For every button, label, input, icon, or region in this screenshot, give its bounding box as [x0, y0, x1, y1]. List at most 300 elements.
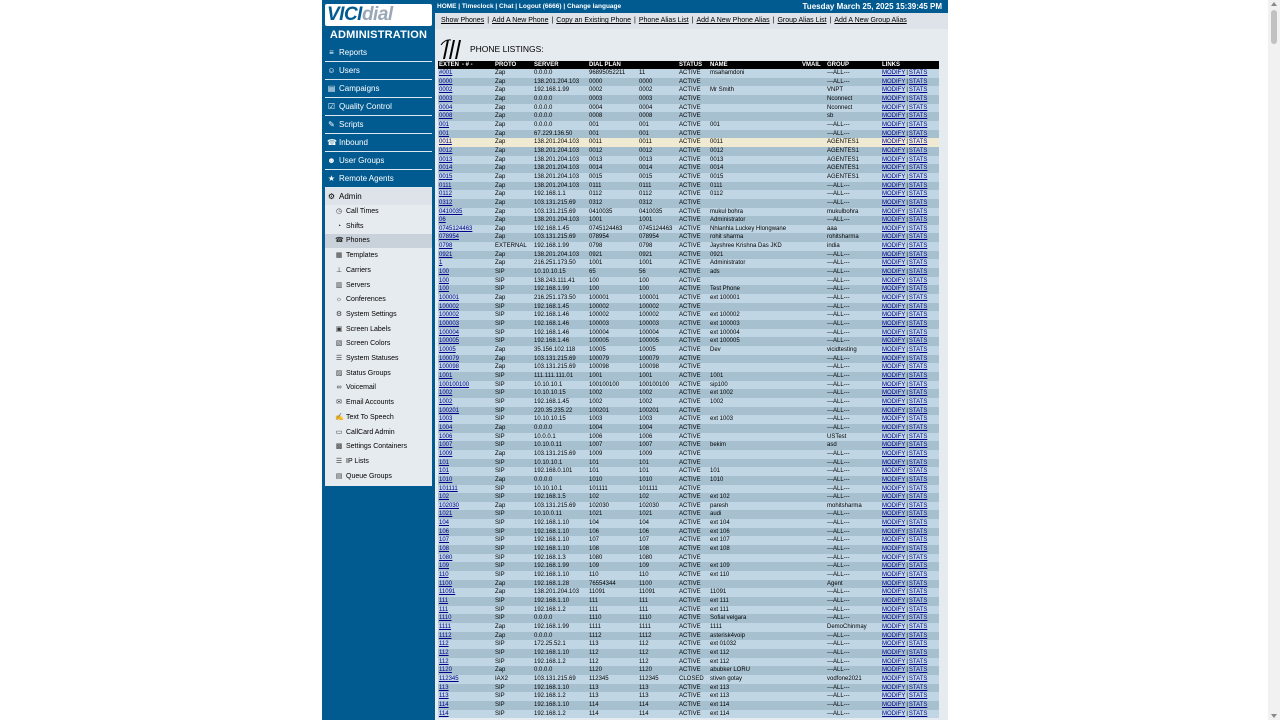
stats-link[interactable]: STATS: [908, 407, 928, 414]
exten-cell[interactable]: 0014: [439, 165, 453, 172]
sidebar-item-scripts[interactable]: [325, 116, 432, 134]
modify-link[interactable]: MODIFY: [882, 468, 906, 475]
stats-link[interactable]: STATS: [908, 459, 928, 466]
exten-cell[interactable]: 109: [439, 563, 450, 570]
admin-subitem-system-settings[interactable]: [325, 308, 432, 322]
stats-link[interactable]: STATS: [908, 537, 928, 544]
modify-link[interactable]: MODIFY: [882, 598, 906, 605]
server-cell: 192.168.1.45: [534, 303, 570, 310]
exten-cell[interactable]: 1100: [439, 580, 452, 587]
exten-cell[interactable]: 0004: [439, 104, 453, 111]
scroll-up-icon[interactable]: [1271, 2, 1277, 6]
exten-cell[interactable]: 114: [439, 710, 449, 717]
proto-cell: Zap: [495, 632, 506, 639]
modify-link[interactable]: MODIFY: [882, 147, 906, 154]
admin-subitem-call-times[interactable]: [325, 205, 432, 219]
stats-link[interactable]: STATS: [908, 390, 928, 397]
modify-link[interactable]: MODIFY: [882, 372, 906, 379]
exten-cell[interactable]: 0008: [439, 113, 453, 120]
exten-cell[interactable]: 112: [439, 649, 449, 656]
stats-link[interactable]: STATS: [908, 520, 928, 527]
stats-link[interactable]: STATS: [908, 433, 928, 440]
exten-cell[interactable]: 06: [439, 217, 446, 224]
modify-link[interactable]: MODIFY: [882, 295, 906, 302]
stats-link[interactable]: STATS: [908, 450, 928, 457]
modify-link[interactable]: MODIFY: [882, 225, 906, 232]
exten-cell[interactable]: 1120: [439, 667, 452, 674]
exten-cell[interactable]: 0798: [439, 243, 453, 250]
exten-cell[interactable]: 100002: [439, 312, 460, 319]
stats-link[interactable]: STATS: [908, 710, 928, 717]
sidebar-item-campaigns[interactable]: [325, 80, 432, 98]
exten-cell[interactable]: 112345: [439, 675, 459, 682]
exten-cell[interactable]: 106: [439, 528, 450, 535]
modify-link[interactable]: MODIFY: [882, 589, 906, 596]
exten-cell[interactable]: 0312: [439, 199, 453, 206]
modify-link[interactable]: MODIFY: [882, 563, 906, 570]
stats-link[interactable]: STATS: [908, 156, 928, 163]
exten-cell[interactable]: 0000: [439, 78, 453, 85]
modify-link[interactable]: MODIFY: [882, 277, 906, 284]
stats-link[interactable]: STATS: [908, 615, 928, 622]
stats-link[interactable]: STATS: [908, 277, 928, 284]
admin-subitem-screen-colors[interactable]: [325, 337, 432, 351]
modify-link[interactable]: MODIFY: [882, 78, 906, 85]
exten-cell[interactable]: 1112: [439, 632, 452, 639]
exten-cell[interactable]: 104: [439, 520, 450, 527]
stats-link[interactable]: STATS: [908, 693, 928, 700]
exten-cell[interactable]: 10005: [439, 347, 456, 353]
row-links: [882, 251, 938, 260]
modify-link[interactable]: MODIFY: [882, 511, 906, 518]
stats-link[interactable]: STATS: [908, 701, 928, 708]
group-cell: ---ALL---: [827, 667, 850, 674]
modify-link[interactable]: MODIFY: [882, 130, 906, 137]
exten-cell[interactable]: 1080: [439, 554, 453, 561]
modify-link[interactable]: MODIFY: [882, 338, 906, 345]
subnav-link-show-phones[interactable]: Show Phones: [441, 17, 485, 24]
admin-subitem-queue-groups[interactable]: [325, 470, 432, 484]
scroll-down-icon[interactable]: [1271, 714, 1277, 718]
stats-link[interactable]: STATS: [908, 191, 928, 198]
modify-link[interactable]: MODIFY: [882, 217, 906, 224]
stats-link[interactable]: STATS: [908, 321, 928, 328]
admin-subitem-voicemail[interactable]: [325, 381, 432, 395]
modify-link[interactable]: MODIFY: [882, 632, 906, 639]
stats-link[interactable]: STATS: [908, 684, 928, 691]
stats-link[interactable]: STATS: [908, 606, 928, 613]
modify-link[interactable]: MODIFY: [882, 156, 906, 163]
campaigns-icon: ▤: [327, 84, 336, 93]
modify-link[interactable]: MODIFY: [882, 572, 906, 579]
table-row: [438, 112, 939, 121]
modify-link[interactable]: MODIFY: [882, 182, 906, 189]
stats-link[interactable]: STATS: [908, 104, 928, 111]
modify-link[interactable]: MODIFY: [882, 658, 906, 665]
modify-link[interactable]: MODIFY: [882, 398, 906, 405]
modify-link[interactable]: MODIFY: [882, 208, 906, 215]
exten-cell[interactable]: 111: [439, 606, 449, 613]
modify-link[interactable]: MODIFY: [882, 684, 906, 691]
exten-cell[interactable]: 0111: [439, 182, 452, 189]
exten-cell[interactable]: 111: [439, 598, 449, 605]
dialplan-cell: 107: [589, 537, 600, 544]
modify-link[interactable]: MODIFY: [882, 173, 906, 180]
dialplan2-cell: 0004: [639, 104, 653, 111]
status-cell: ACTIVE: [679, 251, 701, 258]
exten-cell[interactable]: 0002: [439, 87, 453, 94]
stats-link[interactable]: STATS: [908, 260, 928, 267]
stats-link[interactable]: STATS: [908, 347, 928, 353]
exten-cell[interactable]: 107: [439, 537, 450, 544]
modify-link[interactable]: MODIFY: [882, 243, 906, 250]
stats-link[interactable]: STATS: [908, 95, 928, 102]
subnav-link-add-a-new-phone-alias[interactable]: Add A New Phone Alias: [696, 17, 770, 24]
exten-cell[interactable]: 1006: [439, 433, 453, 440]
stats-link[interactable]: STATS: [908, 580, 928, 587]
modify-link[interactable]: MODIFY: [882, 355, 906, 362]
modify-link[interactable]: MODIFY: [882, 321, 906, 328]
admin-subitem-screen-labels[interactable]: [325, 323, 432, 337]
exten-cell[interactable]: 110: [439, 572, 449, 579]
modify-link[interactable]: MODIFY: [882, 95, 906, 102]
stats-link[interactable]: STATS: [908, 372, 928, 379]
admin-subitem-carriers[interactable]: [325, 264, 432, 278]
stats-link[interactable]: STATS: [908, 546, 928, 553]
exten-cell[interactable]: 113: [439, 684, 449, 691]
modify-link[interactable]: MODIFY: [882, 649, 906, 656]
stats-link[interactable]: STATS: [908, 225, 928, 232]
exten-cell[interactable]: 108: [439, 546, 450, 553]
proto-cell: SIP: [495, 641, 505, 648]
exten-cell[interactable]: 100: [439, 286, 450, 293]
modify-link[interactable]: MODIFY: [882, 303, 906, 310]
exten-cell[interactable]: 1: [439, 260, 443, 267]
modify-link[interactable]: MODIFY: [882, 667, 906, 674]
exten-cell[interactable]: 101111: [439, 485, 458, 492]
stats-link[interactable]: STATS: [908, 243, 928, 250]
modify-link[interactable]: MODIFY: [882, 710, 906, 717]
modify-link[interactable]: MODIFY: [882, 286, 906, 293]
modify-link[interactable]: MODIFY: [882, 312, 906, 319]
exten-cell[interactable]: 100201: [439, 407, 460, 414]
stats-link[interactable]: STATS: [908, 355, 928, 362]
exten-cell[interactable]: 001: [439, 130, 450, 137]
exten-cell[interactable]: 112: [439, 658, 449, 665]
vertical-scrollbar[interactable]: [1268, 0, 1280, 720]
exten-cell[interactable]: 1007: [439, 442, 453, 449]
stats-link[interactable]: STATS: [908, 217, 928, 224]
modify-link[interactable]: MODIFY: [882, 701, 906, 708]
exten-cell[interactable]: 1003: [439, 416, 453, 423]
stats-link[interactable]: STATS: [908, 563, 928, 570]
stats-link[interactable]: STATS: [908, 649, 928, 656]
modify-link[interactable]: MODIFY: [882, 606, 906, 613]
modify-link[interactable]: MODIFY: [882, 260, 906, 267]
exten-cell[interactable]: 100003: [439, 321, 460, 328]
admin-subitem-callcard-admin[interactable]: [325, 426, 432, 440]
exten-cell[interactable]: 100004: [439, 329, 460, 336]
exten-cell[interactable]: 1004: [439, 424, 453, 431]
stats-link[interactable]: STATS: [908, 199, 928, 206]
exten-cell[interactable]: #001: [439, 70, 453, 76]
modify-link[interactable]: MODIFY: [882, 329, 906, 336]
admin-subitem-servers[interactable]: [325, 279, 432, 293]
vicidial-logo[interactable]: [325, 4, 432, 26]
exten-cell[interactable]: 0410035: [439, 208, 463, 215]
modify-link[interactable]: MODIFY: [882, 433, 906, 440]
server-cell: 192.168.1.99: [534, 243, 570, 250]
sidebar-item-reports[interactable]: [325, 44, 432, 62]
modify-link[interactable]: MODIFY: [882, 580, 906, 587]
stats-link[interactable]: STATS: [908, 234, 928, 241]
modify-link[interactable]: MODIFY: [882, 364, 906, 371]
stats-link[interactable]: STATS: [908, 70, 928, 76]
exten-cell[interactable]: 0011: [439, 139, 452, 146]
admin-subitem-shifts[interactable]: [325, 220, 432, 234]
stats-link[interactable]: STATS: [908, 485, 928, 492]
exten-cell[interactable]: 1010: [439, 476, 453, 483]
stats-link[interactable]: STATS: [908, 511, 928, 518]
stats-link[interactable]: STATS: [908, 303, 928, 310]
stats-link[interactable]: STATS: [908, 502, 928, 509]
scrollbar-thumb[interactable]: [1271, 10, 1277, 44]
modify-link[interactable]: MODIFY: [882, 139, 906, 146]
status-cell: ACTIVE: [679, 104, 701, 111]
exten-cell[interactable]: 1002: [439, 398, 453, 405]
modify-link[interactable]: MODIFY: [882, 191, 906, 198]
server-cell: 10.10.10.1: [534, 485, 563, 492]
admin-subitem-phones[interactable]: [325, 234, 432, 248]
exten-cell[interactable]: 1021: [439, 511, 453, 518]
subnav-link-group-alias-list[interactable]: Group Alias List: [777, 17, 827, 24]
exten-cell[interactable]: 102030: [439, 502, 460, 509]
exten-cell[interactable]: 100002: [439, 303, 460, 310]
admin-gear-icon: ⚙: [327, 192, 336, 201]
table-row: [438, 562, 939, 571]
exten-cell[interactable]: 001: [439, 121, 450, 128]
modify-link[interactable]: MODIFY: [882, 165, 906, 172]
modify-link[interactable]: MODIFY: [882, 381, 906, 388]
stats-link[interactable]: STATS: [908, 130, 928, 137]
stats-link[interactable]: STATS: [908, 641, 928, 648]
stats-link[interactable]: STATS: [908, 139, 928, 146]
exten-cell[interactable]: 100: [439, 269, 450, 276]
exten-cell[interactable]: 100: [439, 277, 450, 284]
stats-link[interactable]: STATS: [908, 528, 928, 535]
stats-link[interactable]: STATS: [908, 494, 928, 501]
exten-cell[interactable]: 0112: [439, 191, 452, 198]
modify-link[interactable]: MODIFY: [882, 87, 906, 94]
exten-cell[interactable]: 1002: [439, 390, 453, 397]
modify-link[interactable]: MODIFY: [882, 502, 906, 509]
modify-link[interactable]: MODIFY: [882, 234, 906, 241]
stats-link[interactable]: STATS: [908, 442, 928, 449]
dialplan2-cell: 1120: [639, 667, 652, 674]
modify-link[interactable]: MODIFY: [882, 390, 906, 397]
exten-cell[interactable]: 0745124463: [439, 225, 473, 232]
modify-link[interactable]: MODIFY: [882, 624, 906, 630]
stats-link[interactable]: STATS: [908, 173, 928, 180]
modify-link[interactable]: MODIFY: [882, 416, 906, 423]
stats-link[interactable]: STATS: [908, 589, 928, 596]
exten-cell[interactable]: 101: [439, 459, 450, 466]
exten-cell[interactable]: 113: [439, 693, 449, 700]
modify-link[interactable]: MODIFY: [882, 494, 906, 501]
dialplan-cell: 110: [589, 572, 599, 579]
exten-cell[interactable]: 100079: [439, 355, 460, 362]
table-row: [438, 571, 939, 580]
subnav-link-copy-an-existing-phone[interactable]: Copy an Existing Phone: [556, 17, 632, 24]
modify-link[interactable]: MODIFY: [882, 476, 906, 483]
stats-link[interactable]: STATS: [908, 182, 928, 189]
modify-link[interactable]: MODIFY: [882, 528, 906, 535]
modify-link[interactable]: MODIFY: [882, 251, 906, 258]
stats-link[interactable]: STATS: [908, 78, 928, 85]
stats-link[interactable]: STATS: [908, 624, 928, 630]
stats-link[interactable]: STATS: [908, 667, 928, 674]
exten-cell[interactable]: 1001: [439, 372, 453, 379]
modify-link[interactable]: MODIFY: [882, 424, 906, 431]
stats-link[interactable]: STATS: [908, 147, 928, 154]
dialplan2-cell: 100004: [639, 329, 660, 336]
stats-link[interactable]: STATS: [908, 87, 928, 94]
group-cell: Nconnect: [827, 104, 853, 111]
sidebar-item-quality-control[interactable]: [325, 98, 432, 116]
sidebar-item-users[interactable]: [325, 62, 432, 80]
stats-link[interactable]: STATS: [908, 572, 928, 579]
modify-link[interactable]: MODIFY: [882, 675, 906, 682]
stats-link[interactable]: STATS: [908, 208, 928, 215]
stats-link[interactable]: STATS: [908, 632, 928, 639]
stats-link[interactable]: STATS: [908, 381, 928, 388]
modify-link[interactable]: MODIFY: [882, 113, 906, 120]
exten-cell[interactable]: 100001: [439, 295, 460, 302]
exten-cell[interactable]: 0015: [439, 173, 453, 180]
link-separator: |: [906, 433, 908, 440]
modify-link[interactable]: MODIFY: [882, 442, 906, 449]
modify-link[interactable]: MODIFY: [882, 615, 906, 622]
stats-link[interactable]: STATS: [908, 312, 928, 319]
modify-link[interactable]: MODIFY: [882, 546, 906, 553]
stats-link[interactable]: STATS: [908, 598, 928, 605]
stats-link[interactable]: STATS: [908, 286, 928, 293]
exten-cell[interactable]: 1110: [439, 615, 452, 622]
exten-cell[interactable]: 114: [439, 701, 449, 708]
server-cell: 138.201.204.103: [534, 165, 580, 172]
exten-cell[interactable]: 100098: [439, 364, 460, 371]
modify-link[interactable]: MODIFY: [882, 407, 906, 414]
exten-cell[interactable]: 078954: [439, 234, 460, 241]
modify-link[interactable]: MODIFY: [882, 269, 906, 276]
admin-subitem-text-to-speech[interactable]: [325, 411, 432, 425]
exten-cell[interactable]: 102: [439, 494, 450, 501]
exten-cell[interactable]: 101: [439, 468, 450, 475]
modify-link[interactable]: MODIFY: [882, 485, 906, 492]
exten-cell[interactable]: 0003: [439, 95, 453, 102]
name-cell: 1002: [710, 398, 724, 405]
stats-link[interactable]: STATS: [908, 658, 928, 665]
stats-link[interactable]: STATS: [908, 113, 928, 120]
exten-cell[interactable]: 0921: [439, 251, 453, 258]
modify-link[interactable]: MODIFY: [882, 641, 906, 648]
sidebar-item-label: Quality Control: [339, 102, 392, 111]
exten-cell[interactable]: 0012: [439, 147, 453, 154]
modify-link[interactable]: MODIFY: [882, 121, 906, 128]
stats-link[interactable]: STATS: [908, 468, 928, 475]
subnav-link-phone-alias-list[interactable]: Phone Alias List: [638, 17, 689, 24]
stats-link[interactable]: STATS: [908, 476, 928, 483]
exten-cell[interactable]: 11091: [439, 589, 456, 596]
stats-link[interactable]: STATS: [908, 416, 928, 423]
proto-cell: SIP: [495, 615, 505, 622]
stats-link[interactable]: STATS: [908, 554, 928, 561]
dialplan2-cell: 101: [639, 468, 650, 475]
group-cell: ---ALL---: [827, 191, 850, 198]
stats-link[interactable]: STATS: [908, 121, 928, 128]
exten-cell[interactable]: 0013: [439, 156, 453, 163]
admin-subitem-conferences[interactable]: [325, 293, 432, 307]
stats-link[interactable]: STATS: [908, 398, 928, 405]
name-cell: 1111: [710, 624, 723, 630]
modify-link[interactable]: MODIFY: [882, 104, 906, 111]
admin-subitem-settings-containers[interactable]: [325, 440, 432, 454]
exten-cell[interactable]: 112: [439, 641, 449, 648]
link-separator: |: [906, 191, 908, 198]
stats-link[interactable]: STATS: [908, 424, 928, 431]
sidebar-item-user-groups[interactable]: [325, 152, 432, 170]
modify-link[interactable]: MODIFY: [882, 459, 906, 466]
modify-link[interactable]: MODIFY: [882, 199, 906, 206]
stats-link[interactable]: STATS: [908, 329, 928, 336]
subnav-link-add-a-new-phone[interactable]: Add A New Phone: [492, 17, 549, 24]
link-separator: |: [906, 615, 908, 622]
table-row: [438, 156, 939, 165]
sidebar-item-remote-agents[interactable]: [325, 170, 432, 188]
top-links[interactable]: HOME | Timeclock | Chat | Logout (6666) | Change language: [437, 3, 622, 10]
modify-link[interactable]: MODIFY: [882, 693, 906, 700]
exten-cell[interactable]: 100005: [439, 338, 460, 345]
admin-subitem-status-groups[interactable]: [325, 367, 432, 381]
modify-link[interactable]: MODIFY: [882, 70, 906, 76]
exten-cell[interactable]: 100100100: [439, 381, 470, 388]
stats-link[interactable]: STATS: [908, 675, 928, 682]
modify-link[interactable]: MODIFY: [882, 520, 906, 527]
stats-link[interactable]: STATS: [908, 165, 928, 172]
admin-subitem-templates[interactable]: [325, 249, 432, 263]
stats-link[interactable]: STATS: [908, 251, 928, 258]
subnav-link-add-a-new-group-alias[interactable]: Add A New Group Alias: [834, 17, 907, 24]
admin-subitem-system-statuses[interactable]: [325, 352, 432, 366]
modify-link[interactable]: MODIFY: [882, 537, 906, 544]
modify-link[interactable]: MODIFY: [882, 554, 906, 561]
modify-link[interactable]: MODIFY: [882, 347, 906, 353]
stats-link[interactable]: STATS: [908, 295, 928, 302]
proto-cell: SIP: [495, 338, 505, 345]
sidebar-item-admin[interactable]: [325, 188, 432, 206]
row-links: [882, 78, 938, 87]
admin-subitem-email-accounts[interactable]: [325, 396, 432, 410]
stats-link[interactable]: STATS: [908, 338, 928, 345]
admin-subitem-ip-lists[interactable]: [325, 455, 432, 469]
stats-link[interactable]: STATS: [908, 364, 928, 371]
sidebar-item-inbound[interactable]: [325, 134, 432, 152]
stats-link[interactable]: STATS: [908, 269, 928, 276]
row-links: [882, 242, 938, 251]
exten-cell[interactable]: 1009: [439, 450, 453, 457]
exten-cell[interactable]: 1111: [439, 624, 452, 630]
modify-link[interactable]: MODIFY: [882, 450, 906, 457]
